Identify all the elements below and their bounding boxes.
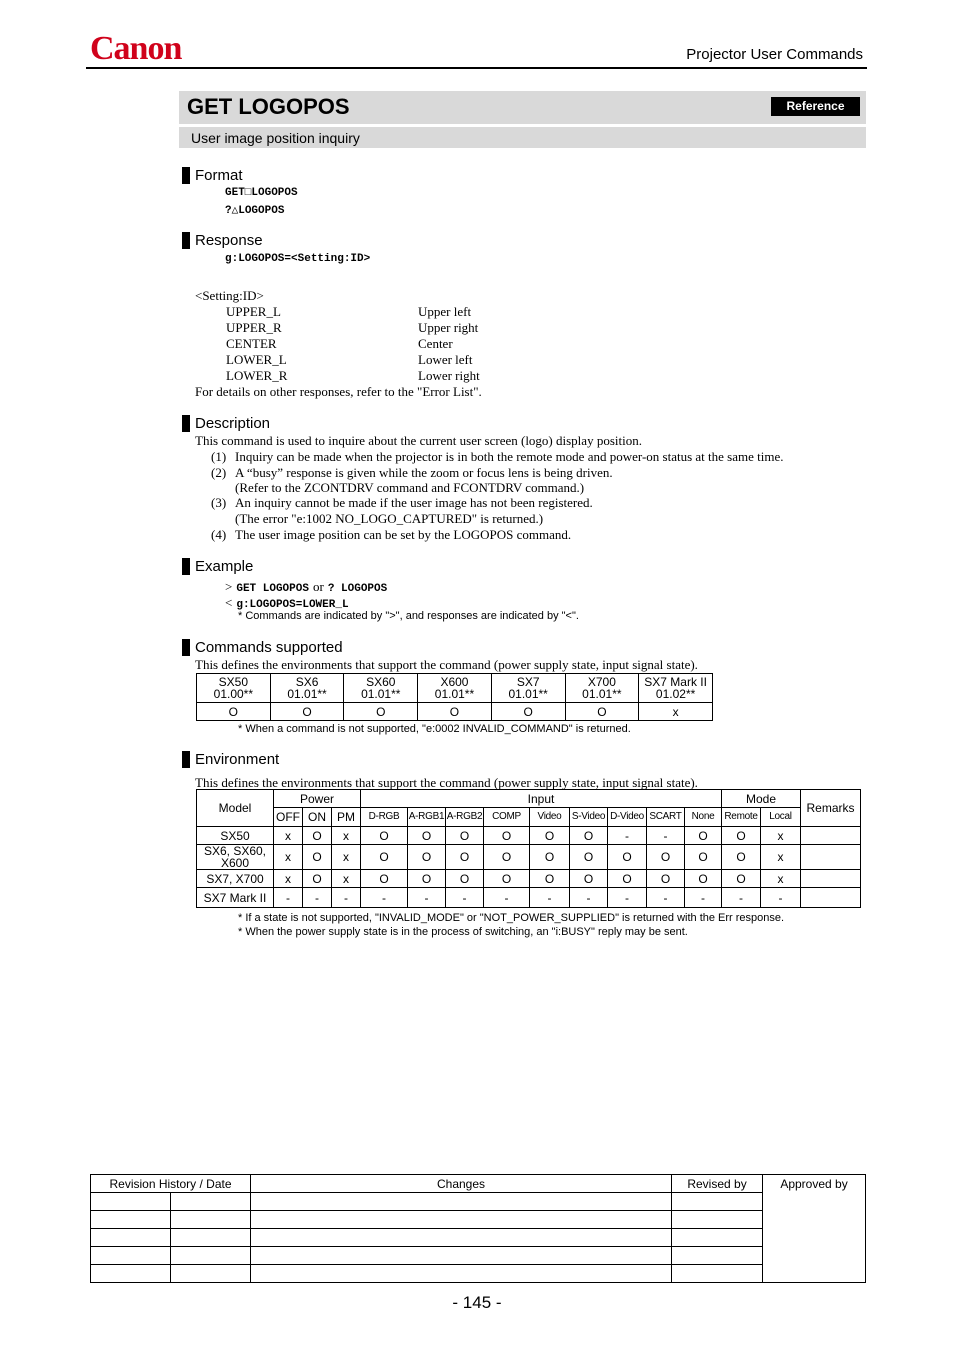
- section-marker: [182, 558, 190, 575]
- support-value-cell: O: [491, 703, 565, 721]
- env-value-cell: -: [647, 827, 685, 845]
- env-value-cell: -: [608, 827, 647, 845]
- env-column-header: Remote: [722, 808, 761, 827]
- description-item-text: (The error "e:1002 NO_LOGO_CAPTURED" is returned.): [235, 511, 544, 526]
- command-prefix: >: [225, 579, 233, 594]
- response-setting-desc: Lower left: [418, 352, 473, 367]
- rev-cell: [171, 1211, 251, 1229]
- env-column-header: None: [685, 808, 722, 827]
- response-setting-id: UPPER_R: [226, 320, 282, 335]
- support-value-cell: O: [344, 703, 418, 721]
- canon-logo: Canon: [90, 30, 182, 67]
- env-column-header: A-RGB2: [446, 808, 484, 827]
- model-name: SX7: [516, 675, 540, 689]
- env-value-cell: O: [722, 827, 761, 845]
- description-item-text: (Refer to the ZCONTDRV command and FCONTDRV command.): [235, 480, 585, 495]
- description-item-text: The user image position can be set by the LOGOPOS command.: [235, 527, 572, 542]
- env-value-cell: x: [274, 845, 303, 870]
- env-row: [197, 888, 861, 908]
- revision-history-header: Revision History / Date: [91, 1175, 251, 1193]
- env-column-header: PM: [332, 808, 361, 827]
- env-value-cell: O: [722, 845, 761, 870]
- env-value-cell: -: [274, 888, 303, 908]
- env-value-cell: -: [685, 888, 722, 908]
- rev-cell: [171, 1265, 251, 1283]
- rev-cell: [251, 1229, 672, 1247]
- response-setting-desc: Lower right: [418, 368, 480, 383]
- support-value-cell: O: [565, 703, 639, 721]
- env-value-cell: x: [332, 845, 361, 870]
- support-value-cell: O: [270, 703, 344, 721]
- format-heading: Format: [195, 167, 243, 184]
- env-value-cell: O: [608, 870, 647, 888]
- format-line-1: GET□LOGOPOS: [225, 187, 298, 199]
- header-title: Projector User Commands: [686, 46, 863, 63]
- env-value-cell: -: [332, 888, 361, 908]
- response-heading: Response: [195, 232, 263, 249]
- page-title: GET LOGOPOS: [187, 94, 350, 119]
- section-marker: [182, 415, 190, 432]
- rev-cell: [171, 1229, 251, 1247]
- response-note: For details on other responses, refer to the "Error List".: [195, 384, 482, 399]
- rev-cell: [672, 1247, 763, 1265]
- env-value-cell: -: [446, 888, 484, 908]
- env-header-model: Model: [197, 790, 274, 827]
- commands-supported-intro: This defines the environments that support the command (power supply state, input signal state).: [195, 657, 698, 672]
- env-value-cell: O: [303, 827, 332, 845]
- example-note: * Commands are indicated by ">", and responses are indicated by "<".: [238, 610, 579, 622]
- env-value-cell: O: [530, 827, 570, 845]
- response-prefix: <: [225, 595, 233, 610]
- env-value-cell: -: [303, 888, 332, 908]
- env-model-cell: SX6, SX60, X600: [197, 845, 274, 870]
- response-setting-id: UPPER_L: [226, 304, 281, 319]
- model-header-cell: [197, 674, 271, 703]
- support-value-cell: x: [639, 703, 713, 721]
- model-header-cell: [639, 674, 713, 703]
- model-name: SX50: [218, 675, 249, 689]
- env-value-cell: O: [608, 845, 647, 870]
- response-setting-desc: Upper left: [418, 304, 472, 319]
- model-header-cell: [344, 674, 418, 703]
- setting-label: <Setting:ID>: [195, 288, 264, 303]
- env-column-header: Local: [761, 808, 801, 827]
- page-number: - 145 -: [452, 1293, 502, 1312]
- rev-cell: [251, 1211, 672, 1229]
- example-or: or: [312, 579, 324, 594]
- model-version: 01.01**: [287, 687, 327, 701]
- env-column-header: COMP: [484, 808, 530, 827]
- model-version: 01.01**: [508, 687, 548, 701]
- env-column-header: A-RGB1: [408, 808, 446, 827]
- response-setting-id: CENTER: [226, 336, 277, 351]
- env-value-cell: O: [408, 870, 446, 888]
- environment-note-1: * If a state is not supported, "INVALID_MODE" or "NOT_POWER_SUPPLIED" is returned with the Err response.: [238, 912, 785, 924]
- env-column-header: ON: [303, 808, 332, 827]
- env-value-cell: O: [685, 827, 722, 845]
- model-header-cell: [565, 674, 639, 703]
- env-value-cell: O: [685, 870, 722, 888]
- rev-cell: [91, 1265, 171, 1283]
- env-value-cell: O: [408, 827, 446, 845]
- env-value-cell: x: [332, 870, 361, 888]
- env-value-cell: O: [722, 870, 761, 888]
- support-value-cell: O: [418, 703, 492, 721]
- format-line-2: ?△LOGOPOS: [225, 205, 285, 217]
- example-resp: g:LOGOPOS=LOWER_L: [236, 599, 349, 611]
- env-value-cell: O: [484, 870, 530, 888]
- rev-cell: [171, 1193, 251, 1211]
- model-version: 01.01**: [434, 687, 475, 701]
- env-remarks-cell: [801, 827, 861, 845]
- env-value-cell: O: [570, 870, 608, 888]
- env-value-cell: -: [647, 888, 685, 908]
- env-row: [197, 845, 861, 870]
- env-value-cell: -: [484, 888, 530, 908]
- env-model-cell: SX50: [197, 827, 274, 845]
- description-intro: This command is used to inquire about the current user screen (logo) display position.: [195, 433, 642, 448]
- approved-by-header: Approved by: [763, 1175, 866, 1283]
- env-value-cell: O: [647, 845, 685, 870]
- model-version: 01.02**: [655, 687, 696, 701]
- env-header-power: Power: [274, 790, 361, 808]
- env-row: [197, 827, 861, 845]
- rev-cell: [91, 1193, 171, 1211]
- env-value-cell: -: [761, 888, 801, 908]
- rev-cell: [251, 1193, 672, 1211]
- example-cmd-2: ? LOGOPOS: [327, 583, 388, 595]
- rev-cell: [672, 1193, 763, 1211]
- env-column-header: S-Video: [570, 808, 608, 827]
- rev-cell: [672, 1229, 763, 1247]
- reference-badge: Reference: [771, 97, 860, 116]
- env-value-cell: x: [274, 870, 303, 888]
- commands-supported-table: [196, 673, 713, 721]
- model-name: SX60: [366, 675, 396, 689]
- response-setting-desc: Center: [418, 336, 453, 351]
- env-value-cell: O: [446, 827, 484, 845]
- revised-by-header: Revised by: [672, 1175, 763, 1193]
- env-value-cell: O: [303, 870, 332, 888]
- revision-history-table: [90, 1174, 866, 1283]
- env-model-cell: SX7 Mark II: [197, 888, 274, 908]
- env-value-cell: -: [361, 888, 408, 908]
- env-value-cell: O: [484, 827, 530, 845]
- model-version: 01.01**: [582, 687, 622, 701]
- example-heading: Example: [195, 558, 254, 575]
- environment-note-2: * When the power supply state is in the process of switching, an "i:BUSY" reply may be sent.: [238, 926, 688, 938]
- env-column-header: SCART: [647, 808, 685, 827]
- rev-cell: [251, 1247, 672, 1265]
- env-remarks-cell: [801, 870, 861, 888]
- environment-heading: Environment: [195, 751, 280, 768]
- env-value-cell: O: [408, 845, 446, 870]
- env-value-cell: -: [608, 888, 647, 908]
- section-marker: [182, 167, 190, 184]
- env-model-cell: SX7, X700: [197, 870, 274, 888]
- rev-cell: [672, 1265, 763, 1283]
- env-value-cell: O: [361, 870, 408, 888]
- section-marker: [182, 639, 190, 656]
- rev-cell: [251, 1265, 672, 1283]
- env-remarks-cell: [801, 888, 861, 908]
- model-header-cell: [270, 674, 344, 703]
- rev-cell: [171, 1247, 251, 1265]
- env-remarks-cell: [801, 845, 861, 870]
- description-item-text: An inquiry cannot be made if the user image has not been registered.: [235, 495, 593, 510]
- description-item-number: (4): [211, 527, 227, 542]
- env-value-cell: O: [570, 827, 608, 845]
- model-version: 01.01**: [361, 687, 401, 701]
- description-item-text: Inquiry can be made when the projector is in both the remote mode and power-on status at the same time.: [235, 449, 784, 464]
- environment-table: [196, 789, 861, 908]
- response-line: g:LOGOPOS=<Setting:ID>: [225, 253, 371, 265]
- support-value-cell: O: [197, 703, 271, 721]
- env-value-cell: -: [408, 888, 446, 908]
- rev-cell: [672, 1211, 763, 1229]
- env-value-cell: O: [530, 845, 570, 870]
- model-header-cell: [491, 674, 565, 703]
- description-heading: Description: [195, 415, 271, 432]
- env-column-header: Video: [530, 808, 570, 827]
- model-name: SX7 Mark II: [644, 675, 707, 689]
- env-value-cell: O: [446, 845, 484, 870]
- rev-cell: [91, 1247, 171, 1265]
- description-item-number: (2): [211, 465, 227, 480]
- env-header-input: Input: [361, 790, 722, 808]
- env-value-cell: O: [530, 870, 570, 888]
- env-value-cell: O: [484, 845, 530, 870]
- env-value-cell: O: [446, 870, 484, 888]
- environment-intro: This defines the environments that support the command (power supply state, input signal state).: [195, 775, 698, 790]
- model-version: 01.00**: [213, 687, 254, 701]
- model-header-cell: [418, 674, 492, 703]
- env-value-cell: O: [303, 845, 332, 870]
- model-name: X700: [587, 675, 616, 689]
- env-header-remarks: Remarks: [801, 790, 861, 827]
- description-item-text: A “busy” response is given while the zoom or focus lens is being driven.: [235, 465, 613, 480]
- env-value-cell: x: [332, 827, 361, 845]
- changes-header: Changes: [251, 1175, 672, 1193]
- env-value-cell: O: [361, 845, 408, 870]
- response-setting-id: LOWER_R: [226, 368, 288, 383]
- env-value-cell: O: [570, 845, 608, 870]
- model-name: X600: [440, 675, 469, 689]
- commands-supported-note: * When a command is not supported, "e:0002 INVALID_COMMAND" is returned.: [238, 723, 631, 735]
- env-value-cell: -: [570, 888, 608, 908]
- response-setting-desc: Upper right: [418, 320, 479, 335]
- section-marker: [182, 232, 190, 249]
- rev-cell: [91, 1229, 171, 1247]
- example-cmd-1: GET LOGOPOS: [236, 583, 309, 595]
- env-value-cell: O: [647, 870, 685, 888]
- commands-supported-heading: Commands supported: [195, 639, 343, 656]
- env-row: [197, 870, 861, 888]
- env-value-cell: O: [361, 827, 408, 845]
- env-column-header: D-RGB: [361, 808, 408, 827]
- response-setting-id: LOWER_L: [226, 352, 287, 367]
- env-value-cell: x: [761, 870, 801, 888]
- model-name: SX6: [295, 675, 319, 689]
- env-value-cell: x: [274, 827, 303, 845]
- env-value-cell: x: [761, 827, 801, 845]
- section-marker: [182, 751, 190, 768]
- env-header-mode: Mode: [722, 790, 801, 808]
- env-value-cell: O: [685, 845, 722, 870]
- description-item-number: (1): [211, 449, 227, 464]
- page-subtitle: User image position inquiry: [191, 130, 360, 146]
- env-column-header: D-Video: [608, 808, 647, 827]
- rev-cell: [91, 1211, 171, 1229]
- description-item-number: (3): [211, 495, 227, 510]
- env-value-cell: x: [761, 845, 801, 870]
- env-column-header: OFF: [274, 808, 303, 827]
- env-value-cell: -: [530, 888, 570, 908]
- env-value-cell: -: [722, 888, 761, 908]
- header-rule: [86, 67, 867, 69]
